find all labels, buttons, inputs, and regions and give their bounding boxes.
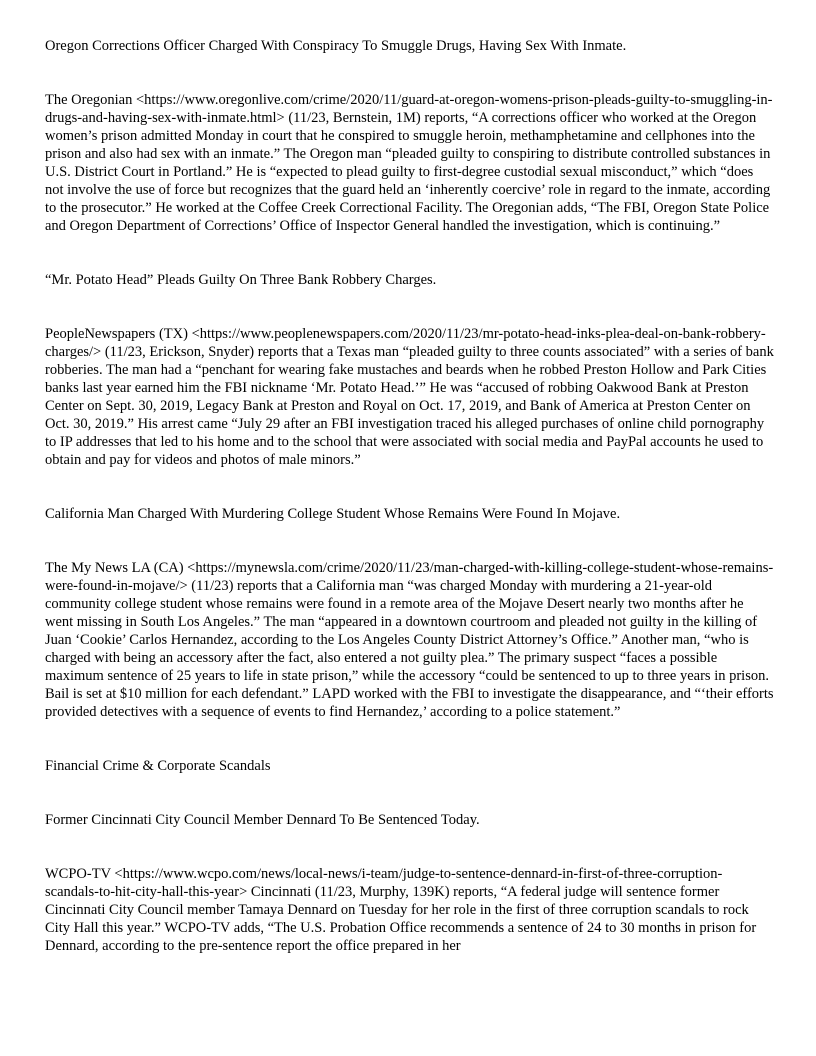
article-body: The Oregonian <https://www.oregonlive.com/crime/2020/11/guard-at-oregon-womens-prison-pleads-guilty-to-smuggling-in-drugs-and-having-sex-with-inmate.html> (11/23, Bernstein, 1M) reports, “A corrections officer who worked at the Oregon women’s prison admitted Monday in court that he conspired to smuggle heroin, methamphetamine and cellphones into the prison and also had sex with an inmate.” The Oregon man “pleaded guilty to conspiring to distribute controlled substances in U.S. District Court in Portland.” He is “expected to plead guilty to first-degree custodial sexual misconduct,” which “does not involve the use of force but recognizes that the guard held an ‘inherently coercive’ role in regard to the inmate, according to the prosecutor.” He worked at the Coffee Creek Correctional Facility. The Oregonian adds, “The FBI, Oregon State Police and Oregon Department of Corrections’ Office of Inspector General handled the investigation, which is continuing.” <box>45 92 773 234</box>
section-heading: Financial Crime & Corporate Scandals <box>45 758 271 774</box>
article-headline: Former Cincinnati City Council Member Dennard To Be Sentenced Today. <box>45 812 480 828</box>
article-headline: California Man Charged With Murdering College Student Whose Remains Were Found In Mojave. <box>45 506 621 522</box>
document-page <box>45 37 775 955</box>
article-body: The My News LA (CA) <https://mynewsla.com/crime/2020/11/23/man-charged-with-killing-college-student-whose-remains-were-found-in-mojave/> (11/23) reports that a California man “was charged Monday with murdering a 21-year-old community college student whose remains were found in a remote area of the Mojave Desert nearly two months after he went missing in South Los Angeles.” The man “appeared in a downtown courtroom and pleaded not guilty in the killing of Juan ‘Cookie’ Carlos Hernandez, according to the Los Angeles County District Attorney’s Office.” Another man, “who is charged with being an accessory after the fact, also entered a not guilty plea.” The primary suspect “faces a possible maximum sentence of 25 years to life in state prison,” while the accessory “could be sentenced to up to three years in prison. Bail is set at $10 million for each defendant.” LAPD worked with the FBI to investigate the disappearance, and “‘their efforts provided detectives with a sequence of events to find Hernandez,’ according to a police statement.” <box>45 560 774 720</box>
article-body: PeopleNewspapers (TX) <https://www.peoplenewspapers.com/2020/11/23/mr-potato-head-inks-plea-deal-on-bank-robbery-charges/> (11/23, Erickson, Snyder) reports that a Texas man “pleaded guilty to three counts associated” with a series of bank robberies. The man had a “penchant for wearing fake mustaches and beards when he robbed Preston Hollow and Park Cities banks last year earned him the FBI nickname ‘Mr. Potato Head.’” He was “accused of robbing Oakwood Bank at Preston Center on Sept. 30, 2019, Legacy Bank at Preston and Royal on Oct. 17, 2019, and Bank of America at Preston Center on Oct. 30, 2019.” His arrest came “July 29 after an FBI investigation traced his alleged purchases of online child pornography to IP addresses that led to his home and to the school that were associated with social media and PayPal accounts he used to obtain and pay for videos and photos of male minors.” <box>45 326 774 468</box>
article-headline: “Mr. Potato Head” Pleads Guilty On Three Bank Robbery Charges. <box>45 272 437 288</box>
article-headline: Oregon Corrections Officer Charged With Conspiracy To Smuggle Drugs, Having Sex With Inmate. <box>45 38 627 54</box>
article-body: WCPO-TV <https://www.wcpo.com/news/local-news/i-team/judge-to-sentence-dennard-in-first-of-three-corruption-scandals-to-hit-city-hall-this-year> Cincinnati (11/23, Murphy, 139K) reports, “A federal judge will sentence former Cincinnati City Council member Tamaya Dennard on Tuesday for her role in the first of three corruption scandals to rock City Hall this year.” WCPO-TV adds, “The U.S. Probation Office recommends a sentence of 24 to 30 months in prison for Dennard, according to the pre-sentence report the office prepared in her <box>45 866 757 954</box>
